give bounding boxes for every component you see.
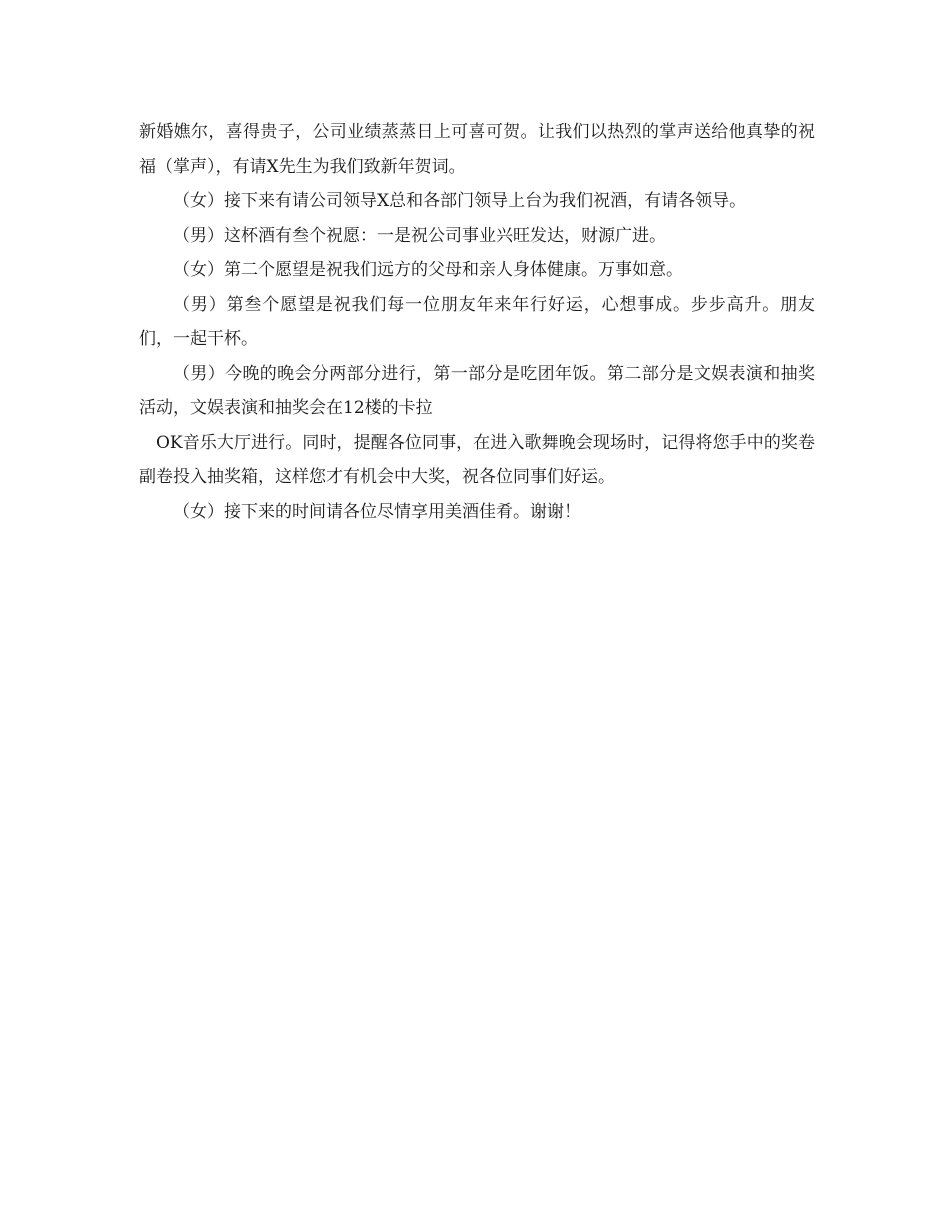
paragraph-male-third-wish: （男）第叁个愿望是祝我们每一位朋友年来年行好运，心想事成。步步高升。朋友们，一起干杯。: [139, 294, 815, 349]
paragraph-male-first-wish: （男）这杯酒有叁个祝愿：一是祝公司事业兴旺发达，财源广进。: [173, 225, 666, 246]
paragraph-female-second-wish: （女）第二个愿望是祝我们远方的父母和亲人身体健康。万事如意。: [173, 260, 683, 280]
paragraph-continuation: 新婚嫶尔，喜得贵子，公司业绩蒸蒸日上可喜可贺。让我们以热烈的掌声送给他真挚的祝福（掌声），有请X先生为我们致新年贺词。: [139, 122, 815, 177]
document-body: [139, 115, 815, 529]
paragraph-female-closing: （女）接下来的时间请各位尽情享用美酒佳肴。谢谢！: [173, 501, 581, 522]
paragraph-male-program: （男）今晚的晚会分两部分进行，第一部分是吃团年饭。第二部分是文娱表演和抽奖活动，文娱表演和抽奖会在12楼的卡拉: [139, 363, 815, 418]
paragraph-female-toast-invite: （女）接下来有请公司领导X总和各部门领导上台为我们祝酒，有请各领导。: [173, 191, 747, 211]
paragraph-lottery-reminder: OK音乐大厅进行。同时，提醒各位同事，在进入歌舞晚会现场时，记得将您手中的奖卷副卷投入抽奖箱，这样您才有机会中大奖，祝各位同事们好运。: [139, 432, 815, 487]
